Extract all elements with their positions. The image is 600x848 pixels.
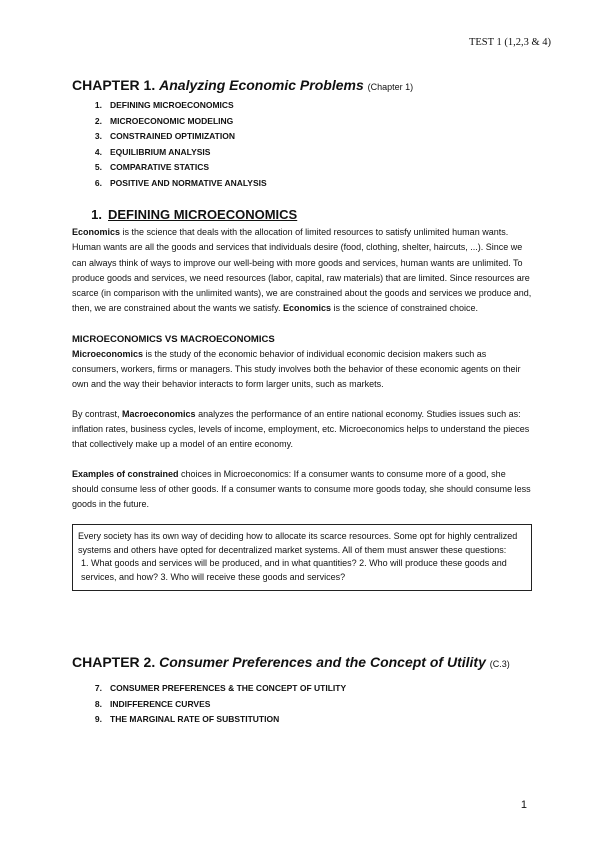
chapter2-toc	[72, 681, 532, 728]
section1-paragraph: Economics is the science that deals with the allocation of limited resources to satisfy unlimited human wants. Human wants are all the goods and services that individuals desire (food, clothing, shelter, haircuts, ...). Since we can always think of ways to improve our well-being with more goods and services, human wants are unlimited. To produce goods and services, we need resources (labor, capital, raw materials) that are limited. Since resources are scarce (in comparison with the unlimited wants), we are constrained about the goods and services we produce and, then, we are constrained about the wants we satisfy. Economics is the science of constrained choice.	[72, 227, 532, 314]
page-number: 1	[520, 799, 527, 811]
box-questions: 1. What goods and services will be produced, and in what quantities? 2. Who will produce these goods and services, and how? 3. Who will receive these goods and services?	[81, 558, 507, 582]
chapter2-prefix: CHAPTER 2.	[72, 654, 156, 671]
examples-paragraph: Examples of constrained choices in Microeconomics: If a consumer wants to consume more of a good, she should consume less of other goods. If a consumer wants to consume more goods today, she should consume less goods in the future.	[72, 468, 531, 510]
toc-item: 9. THE MARGINAL RATE OF SUBSTITUTION	[94, 714, 280, 725]
chapter1-prefix: CHAPTER 1.	[72, 77, 156, 93]
toc-item: 2. MICROECONOMIC MODELING	[94, 115, 234, 126]
chapter1-name: Analyzing Economic Problems	[159, 77, 364, 93]
test-label: TEST 1 (1,2,3 & 4)	[468, 37, 551, 48]
chapter1-toc	[72, 98, 532, 191]
chapter2-note: (C.3)	[489, 659, 510, 670]
toc-item: 5. COMPARATIVE STATICS	[94, 162, 210, 172]
macro-paragraph: By contrast, Macroeconomics analyzes the performance of an entire national economy. Studies issues such as: inflation rates, business cycles, levels of income, employment, etc. Microeconomics helps to understand the pieces that collectively make up a model of an entire economy.	[72, 408, 530, 450]
toc-item: 4. EQUILIBRIUM ANALYSIS	[94, 146, 211, 157]
allocation-questions-box	[72, 524, 532, 591]
toc-item: 3. CONSTRAINED OPTIMIZATION	[94, 131, 235, 141]
box-intro: Every society has its own way of deciding how to allocate its scarce resources. Some opt for highly centralized systems and others have opted for decentralized market systems. All of them must answer these questions:	[78, 531, 518, 555]
toc-item: 8. INDIFFERENCE CURVES	[94, 698, 211, 709]
micro-paragraph: Microeconomics is the study of the economic behavior of individual economic decision makers such as consumers, workers, firms or managers. This study involves both the behavior of these economic agents on their own and the way their behavior interacts to form larger units, such as markets.	[72, 348, 521, 390]
micro-vs-macro-heading: MICROECONOMICS VS MACROECONOMICS	[72, 333, 275, 345]
document-body	[72, 76, 532, 728]
toc-item: 7. CONSUMER PREFERENCES & THE CONCEPT OF UTILITY	[94, 683, 347, 694]
section1-heading: 1. DEFINING MICROECONOMICS	[91, 207, 298, 222]
toc-item: 6. POSITIVE AND NORMATIVE ANALYSIS	[94, 177, 267, 188]
chapter1-note: (Chapter 1)	[367, 82, 414, 92]
chapter1-title	[72, 76, 532, 96]
toc-item: 1. DEFINING MICROECONOMICS	[94, 100, 234, 110]
chapter2-title	[72, 653, 532, 673]
chapter2-name: Consumer Preferences and the Concept of Utility	[159, 654, 486, 671]
